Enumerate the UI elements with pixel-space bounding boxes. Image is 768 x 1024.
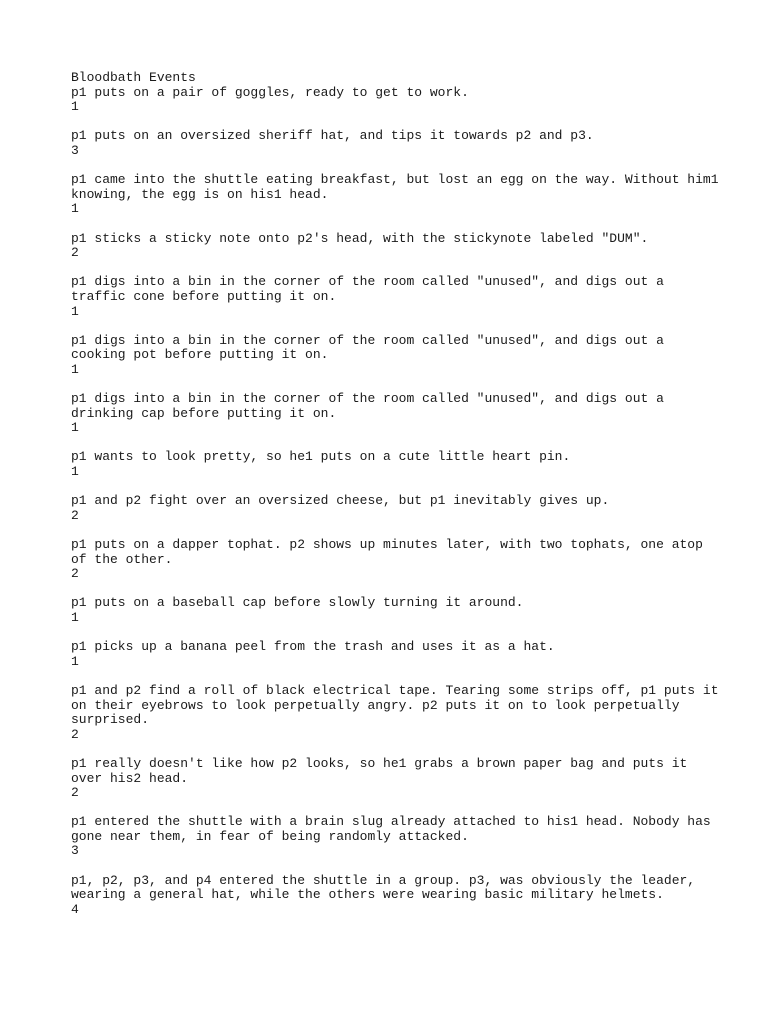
event-text: p1 entered the shuttle with a brain slug already attached to his1 head. Nobody has gone near them, in fear of being randomly attacked. [71, 814, 711, 844]
event-text: p1 picks up a banana peel from the trash and uses it as a hat. [71, 639, 555, 655]
event-tribute-count: 2 [71, 726, 79, 742]
event-entry [71, 232, 731, 261]
event-text: p1 sticks a sticky note onto p2's head, with the stickynote labeled "DUM". [71, 230, 649, 246]
event-entry [71, 538, 731, 582]
event-tribute-count: 3 [71, 142, 79, 158]
event-entry [71, 275, 731, 319]
event-tribute-count: 4 [71, 901, 79, 917]
document-title: Bloodbath Events [71, 70, 196, 85]
event-entry [71, 640, 731, 669]
event-text: p1 and p2 fight over an oversized cheese, but p1 inevitably gives up. [71, 493, 610, 509]
event-entry [71, 815, 731, 859]
event-text: p1, p2, p3, and p4 entered the shuttle in a group. p3, was obviously the leader, wearing a general hat, while the others were wearing basic military helmets. [71, 872, 696, 903]
event-tribute-count: 1 [71, 653, 79, 669]
event-tribute-count: 2 [71, 785, 79, 801]
event-tribute-count: 1 [71, 99, 79, 115]
event-tribute-count: 1 [71, 361, 79, 377]
event-text: p1 really doesn't like how p2 looks, so he1 grabs a brown paper bag and puts it over his2 head. [71, 755, 688, 786]
event-text: p1 came into the shuttle eating breakfast, but lost an egg on the way. Without him1 knowing, the egg is on his1 head. [71, 172, 719, 202]
event-text: p1 digs into a bin in the corner of the room called "unused", and digs out a traffic cone before putting it on. [71, 274, 664, 304]
event-text: p1 puts on a dapper tophat. p2 shows up minutes later, with two tophats, one atop of the other. [71, 537, 703, 567]
event-entry [71, 129, 731, 158]
event-entry [71, 684, 731, 742]
event-tribute-count: 2 [71, 507, 79, 523]
event-text: p1 puts on a baseball cap before slowly turning it around. [71, 595, 524, 611]
event-tribute-count: 1 [71, 303, 79, 319]
event-tribute-count: 2 [71, 566, 79, 582]
event-entry [71, 874, 731, 918]
event-entry [71, 494, 731, 523]
event-tribute-count: 1 [71, 464, 79, 480]
event-tribute-count: 1 [71, 609, 79, 625]
event-entry [71, 173, 731, 217]
event-text: p1 and p2 find a roll of black electrical tape. Tearing some strips off, p1 puts it on their eyebrows to look perpetually angry. p2 puts it on to look perpetually surprised. [71, 682, 719, 728]
event-tribute-count: 1 [71, 420, 79, 436]
event-list [71, 86, 731, 918]
event-text: p1 wants to look pretty, so he1 puts on a cute little heart pin. [71, 449, 571, 465]
event-entry [71, 334, 731, 378]
event-text: p1 digs into a bin in the corner of the room called "unused", and digs out a drinking cap before putting it on. [71, 391, 664, 421]
event-entry [71, 86, 731, 115]
event-entry [71, 596, 731, 625]
event-text: p1 puts on a pair of goggles, ready to get to work. [71, 84, 469, 100]
event-entry [71, 757, 731, 801]
event-tribute-count: 2 [71, 245, 79, 261]
event-text: p1 puts on an oversized sheriff hat, and tips it towards p2 and p3. [71, 128, 594, 144]
event-tribute-count: 3 [71, 843, 79, 859]
event-entry [71, 392, 731, 436]
document-body [71, 71, 731, 932]
event-text: p1 digs into a bin in the corner of the room called "unused", and digs out a cooking pot before putting it on. [71, 332, 664, 363]
event-tribute-count: 1 [71, 201, 79, 217]
event-entry [71, 450, 731, 479]
